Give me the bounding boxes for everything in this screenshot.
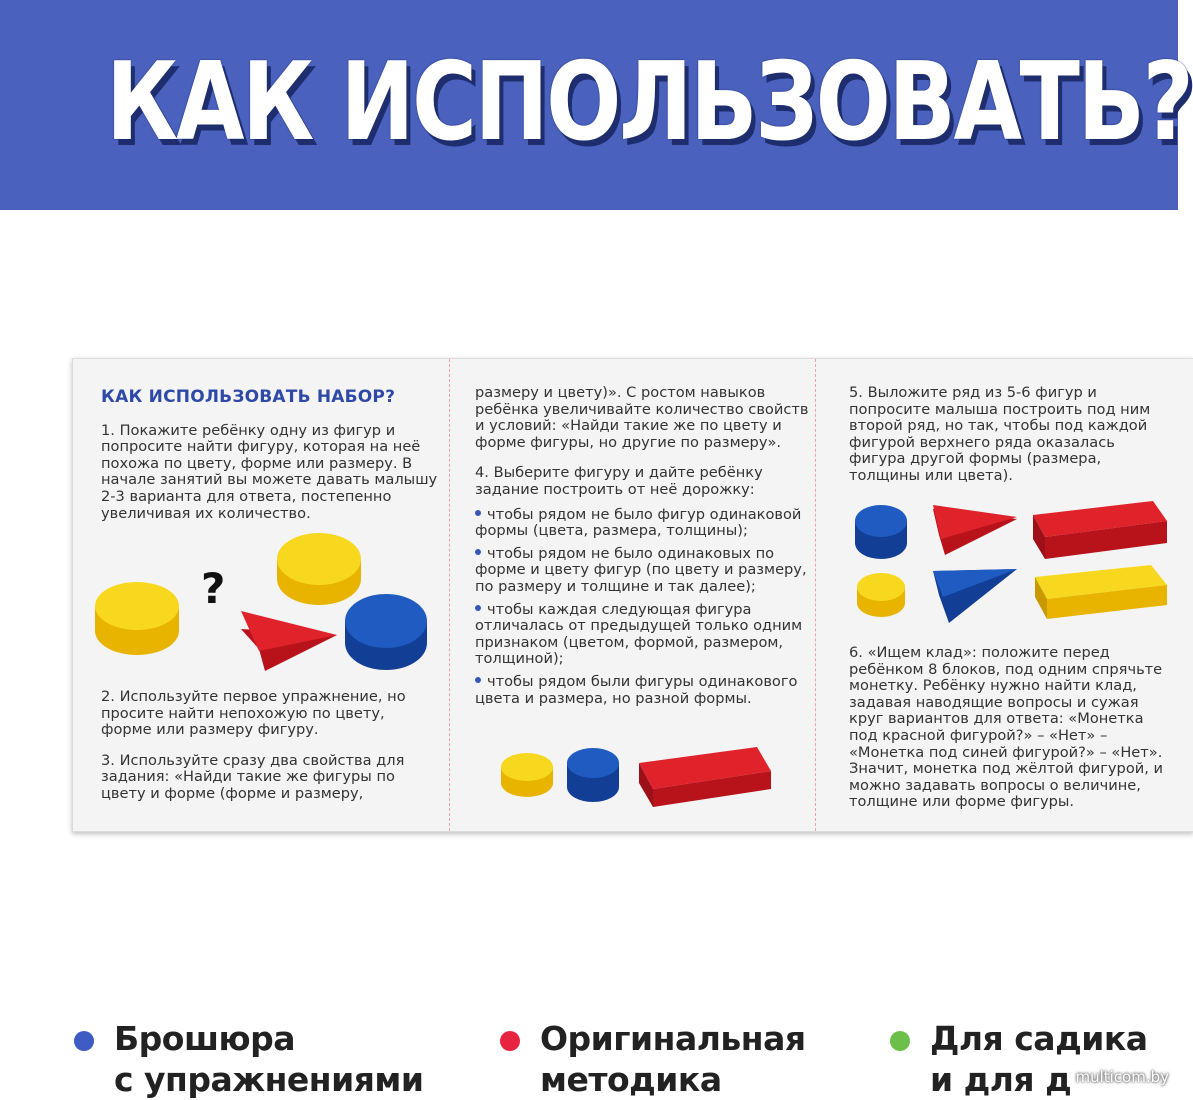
- brochure-spread: [72, 358, 1193, 832]
- blue-cylinder-shape: [345, 594, 427, 670]
- bullet-dot-icon: [475, 549, 481, 555]
- feature-label: Брошюра с упражнениями: [114, 1019, 424, 1099]
- exercise-6: 6. «Ищем клад»: положите перед ребёнком 8 блоков, под одним спрячьте монетку. Ребёнку нужно найти клад, задавая наводящие вопросы и сужая круг вариантов для ответа: «Монетка под красной фигурой?» – «Нет» – «Монетка под синей фигурой?» – «Нет». Значит, монетка под жёлтой фигурой, и можно задавать вопросы о величине, толщине или форме фигуры.: [849, 644, 1163, 811]
- blue-triangle-shape: [933, 569, 1017, 623]
- exercise-4: 4. Выберите фигуру и дайте ребёнку задание построить от неё дорожку:: [475, 464, 763, 498]
- watermark: multicom.by: [1075, 1068, 1169, 1086]
- yellow-block-shape: [1035, 565, 1167, 619]
- shapes-illustration-2: [499, 745, 779, 815]
- bullet-dot-icon: [475, 605, 481, 611]
- red-dot-icon: [500, 1031, 520, 1051]
- list-item: чтобы рядом не было одинаковых по форме и цвету фигур (по цвету и размеру, по размеру и толщине и так далее);: [475, 544, 807, 595]
- red-triangle-shape: [241, 611, 337, 671]
- fold-line: [815, 359, 816, 831]
- brochure-column-3-lower: [849, 645, 1169, 825]
- brochure-column-1: [101, 389, 439, 536]
- exercise-3-continued: размеру и цвету)». С ростом навыков ребёнка увеличивайте количество свойств и условий: «Найди такие же по цвету и форме фигуры, но другие по размеру».: [475, 384, 809, 451]
- exercise-3: 3. Используйте сразу два свойства для задания: «Найди такие же фигуры по цвету и форме (форме и размеру,: [101, 751, 405, 802]
- yellow-cylinder-shape: [501, 753, 553, 797]
- list-item: чтобы рядом были фигуры одинакового цвета и размера, но разной формы.: [475, 672, 798, 707]
- red-triangle-shape: [933, 505, 1017, 555]
- yellow-cylinder-shape: [857, 573, 905, 617]
- header-banner: [0, 0, 1192, 210]
- brochure-column-3: [849, 385, 1169, 499]
- red-block-shape: [1033, 501, 1167, 559]
- question-mark-icon: ?: [201, 564, 226, 613]
- booklet-heading: КАК ИСПОЛЬЗОВАТЬ НАБОР?: [101, 387, 396, 407]
- page-title: КАК ИСПОЛЬЗОВАТЬ?: [106, 40, 1192, 165]
- exercise-2: 2. Используйте первое упражнение, но просите найти непохожую по цвету, форме или размеру фигуру.: [101, 688, 406, 739]
- feature-label: Для садика и для д: [930, 1019, 1148, 1099]
- blue-cylinder-shape: [567, 748, 619, 802]
- fold-line: [449, 359, 450, 831]
- green-dot-icon: [890, 1031, 910, 1051]
- feature-label: Оригинальная методика: [540, 1019, 806, 1099]
- shapes-illustration-3: [849, 499, 1179, 629]
- blue-dot-icon: [74, 1031, 94, 1051]
- bullet-dot-icon: [475, 677, 481, 683]
- blue-cylinder-shape: [855, 505, 907, 559]
- brochure-column-2: [475, 385, 813, 713]
- exercise-1: 1. Покажите ребёнку одну из фигур и попросите найти фигуру, которая на неё похожа по цвету, форме или размеру. В начале занятий вы можете давать малышу 2-3 варианта для ответа, постепенно увеличивая их количество.: [101, 421, 438, 522]
- exercise-5: 5. Выложите ряд из 5-6 фигур и попросите малыша построить под ним второй ряд, но так, чтобы под каждой фигурой верхнего ряда оказалась фигура другой формы (размера, толщины или цвета).: [849, 384, 1151, 484]
- shapes-illustration-1: [89, 531, 449, 681]
- red-block-shape: [639, 747, 771, 807]
- brochure-column-1-lower: [101, 689, 439, 817]
- bullet-dot-icon: [475, 510, 481, 516]
- yellow-cylinder-shape: [95, 582, 179, 655]
- yellow-cylinder-shape: [277, 533, 361, 605]
- list-item: чтобы каждая следующая фигура отличалась от предыдущей только одним признаком (цветом, формой, размером, толщиной);: [475, 600, 803, 668]
- list-item: чтобы рядом не было фигур одинаковой формы (цвета, размера, толщины);: [475, 505, 802, 540]
